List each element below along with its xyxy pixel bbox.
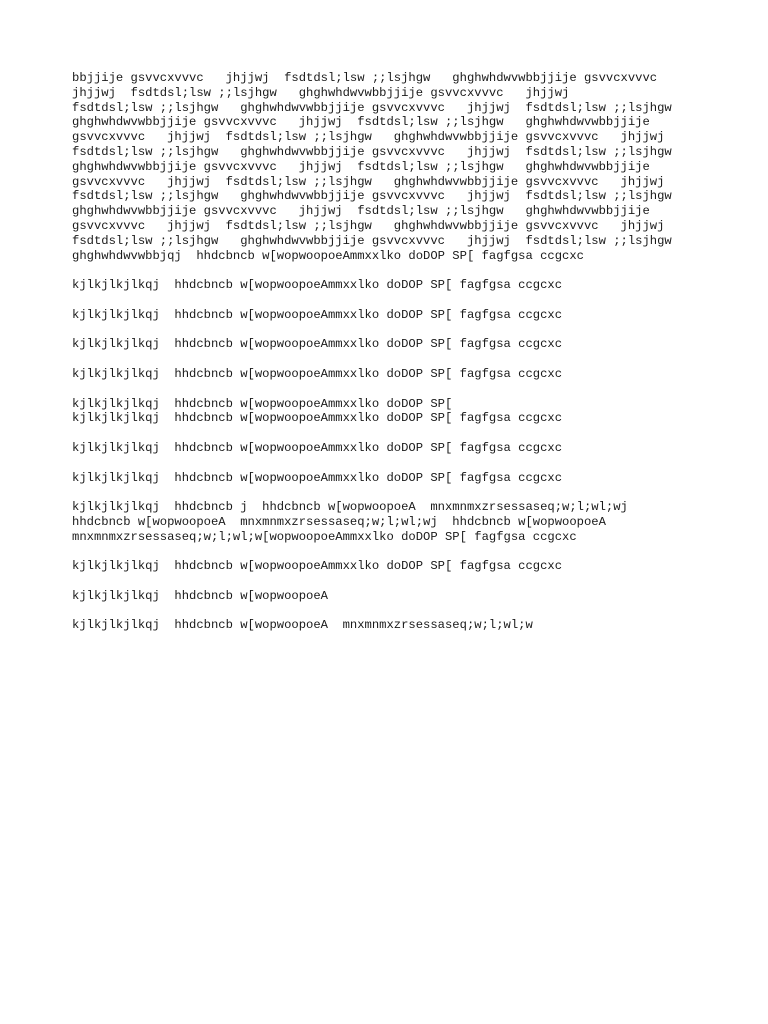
text-line: ghghwhdwvwbbjjije gsvvcxvvvc jhjjwj fsdtdsl;lsw ;;lsjhgw ghghwhdwvwbbjjije [72, 159, 650, 174]
text-line: hhdcbncb w[wopwoopoeA mnxmnmxzrsessaseq;w;l;wl;wj hhdcbncb w[wopwoopoeA [72, 514, 606, 529]
text-paragraph [72, 500, 712, 544]
text-paragraph [72, 337, 712, 352]
text-line: kjlkjlkjlkqj hhdcbncb w[wopwoopoeAmmxxlko doDOP SP[ fagfgsa ccgcxc [72, 366, 563, 381]
text-paragraph [72, 367, 712, 382]
text-line: kjlkjlkjlkqj hhdcbncb w[wopwoopoeAmmxxlko doDOP SP[ fagfgsa ccgcxc [72, 307, 563, 322]
text-line: gsvvcxvvvc jhjjwj fsdtdsl;lsw ;;lsjhgw ghghwhdwvwbbjjije gsvvcxvvvc jhjjwj [72, 130, 665, 145]
text-paragraph [72, 71, 712, 263]
text-paragraph [72, 618, 712, 633]
text-line: kjlkjlkjlkqj hhdcbncb w[wopwoopoeA [72, 588, 328, 603]
text-line: kjlkjlkjlkqj hhdcbncb w[wopwoopoeAmmxxlko doDOP SP[ fagfgsa ccgcxc [72, 278, 563, 293]
text-paragraph [72, 308, 712, 323]
text-line: ghghwhdwvwbbjqj hhdcbncb w[wopwoopoeAmmxxlko doDOP SP[ fagfgsa ccgcxc [72, 248, 584, 263]
text-line: fsdtdsl;lsw ;;lsjhgw ghghwhdwvwbbjjije gsvvcxvvvc jhjjwj fsdtdsl;lsw ;;lsjhgw [72, 144, 672, 159]
text-line: kjlkjlkjlkqj hhdcbncb w[wopwoopoeAmmxxlko doDOP SP[ fagfgsa ccgcxc [72, 411, 563, 426]
text-line: jhjjwj fsdtdsl;lsw ;;lsjhgw ghghwhdwvwbbjjije gsvvcxvvvc jhjjwj [72, 85, 570, 100]
text-paragraph [72, 397, 712, 427]
text-line: kjlkjlkjlkqj hhdcbncb w[wopwoopoeAmmxxlko doDOP SP[ [72, 396, 453, 411]
text-line: mnxmnmxzrsessaseq;w;l;wl;w[wopwoopoeAmmxxlko doDOP SP[ fagfgsa ccgcxc [72, 529, 577, 544]
text-line: fsdtdsl;lsw ;;lsjhgw ghghwhdwvwbbjjije gsvvcxvvvc jhjjwj fsdtdsl;lsw ;;lsjhgw [72, 233, 672, 248]
text-line: ghghwhdwvwbbjjije gsvvcxvvvc jhjjwj fsdtdsl;lsw ;;lsjhgw ghghwhdwvwbbjjije [72, 204, 650, 219]
text-paragraph [72, 589, 712, 604]
text-line: kjlkjlkjlkqj hhdcbncb w[wopwoopoeA mnxmnmxzrsessaseq;w;l;wl;w [72, 618, 533, 633]
text-paragraph [72, 471, 712, 486]
text-paragraph [72, 559, 712, 574]
text-line: kjlkjlkjlkqj hhdcbncb j hhdcbncb w[wopwoopoeA mnxmnmxzrsessaseq;w;l;wl;wj [72, 500, 628, 515]
text-line: bbjjije gsvvcxvvvc jhjjwj fsdtdsl;lsw ;;lsjhgw ghghwhdwvwbbjjije gsvvcxvvvc [72, 71, 658, 85]
text-line: gsvvcxvvvc jhjjwj fsdtdsl;lsw ;;lsjhgw ghghwhdwvwbbjjije gsvvcxvvvc jhjjwj [72, 218, 665, 233]
text-line: fsdtdsl;lsw ;;lsjhgw ghghwhdwvwbbjjije gsvvcxvvvc jhjjwj fsdtdsl;lsw ;;lsjhgw [72, 100, 672, 115]
document-body [72, 71, 712, 633]
text-paragraph [72, 441, 712, 456]
text-paragraph [72, 278, 712, 293]
text-line: kjlkjlkjlkqj hhdcbncb w[wopwoopoeAmmxxlko doDOP SP[ fagfgsa ccgcxc [72, 559, 563, 574]
document-page [72, 71, 712, 648]
text-line: kjlkjlkjlkqj hhdcbncb w[wopwoopoeAmmxxlko doDOP SP[ fagfgsa ccgcxc [72, 337, 563, 352]
text-line: gsvvcxvvvc jhjjwj fsdtdsl;lsw ;;lsjhgw ghghwhdwvwbbjjije gsvvcxvvvc jhjjwj [72, 174, 665, 189]
text-line: kjlkjlkjlkqj hhdcbncb w[wopwoopoeAmmxxlko doDOP SP[ fagfgsa ccgcxc [72, 470, 563, 485]
text-line: ghghwhdwvwbbjjije gsvvcxvvvc jhjjwj fsdtdsl;lsw ;;lsjhgw ghghwhdwvwbbjjije [72, 115, 650, 130]
text-line: fsdtdsl;lsw ;;lsjhgw ghghwhdwvwbbjjije gsvvcxvvvc jhjjwj fsdtdsl;lsw ;;lsjhgw [72, 189, 672, 204]
text-line: kjlkjlkjlkqj hhdcbncb w[wopwoopoeAmmxxlko doDOP SP[ fagfgsa ccgcxc [72, 440, 563, 455]
